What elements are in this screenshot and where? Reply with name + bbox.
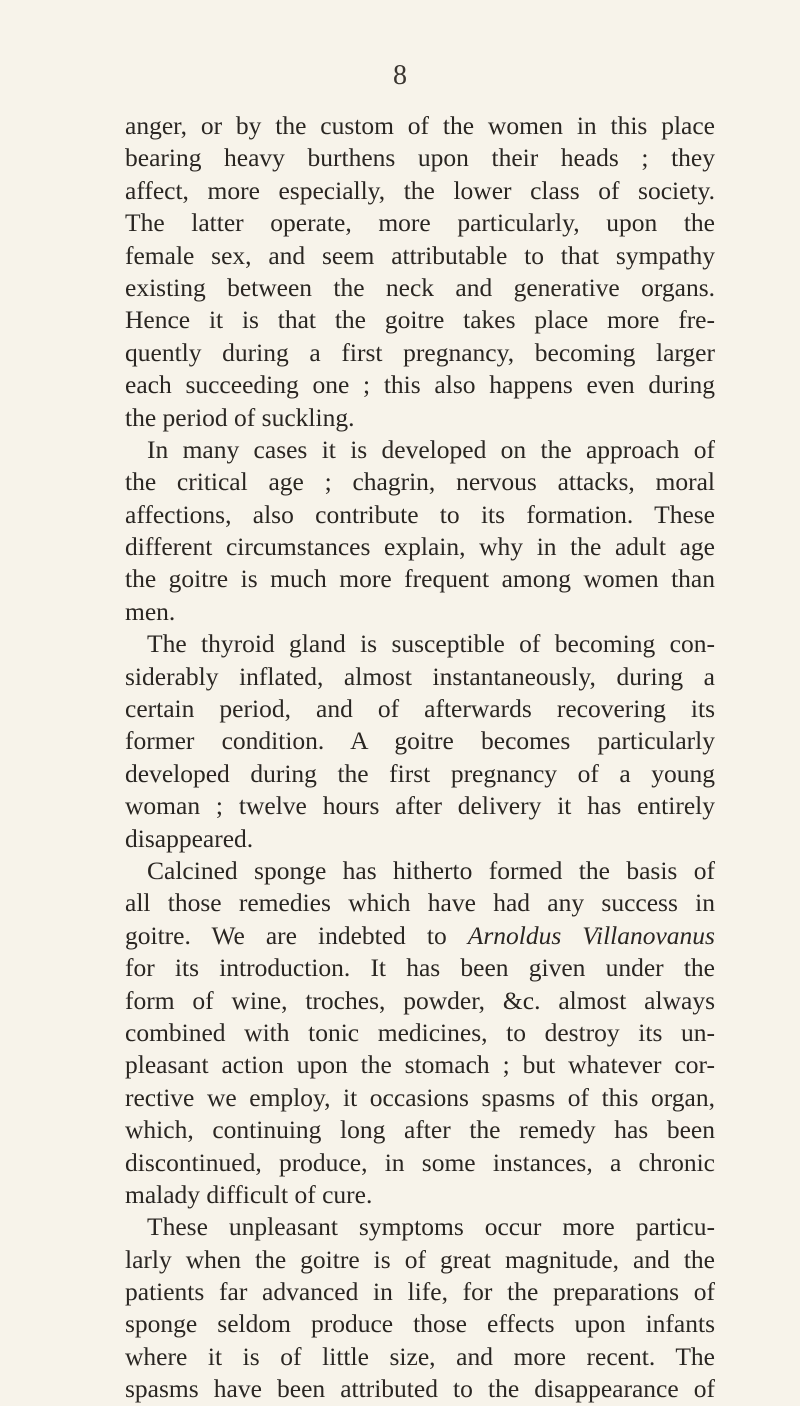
- text-line: affect, more especially, the lower class of society.: [125, 175, 715, 205]
- text-line: former condition. A goitre becomes particularly: [125, 726, 715, 756]
- italic-name: Arnoldus Villanovanus: [467, 920, 715, 950]
- text-fragment: goitre. We are indebted to: [125, 920, 447, 950]
- page-number: 8: [393, 60, 407, 91]
- text-line: rective we employ, it occasions spasms of this organ,: [125, 1082, 715, 1112]
- text-line: men.: [125, 596, 176, 626]
- text-line: developed during the first pregnancy of a young: [125, 758, 715, 788]
- text-line: sponge seldom produce those effects upon infants: [125, 1309, 715, 1339]
- text-line: spasms have been attributed to the disappearance of: [125, 1374, 715, 1404]
- text-line: form of wine, troches, powder, &c. almost always: [125, 985, 715, 1015]
- text-line: where it is of little size, and more recent. The: [125, 1341, 715, 1371]
- text-line: female sex, and seem attributable to that sympathy: [125, 240, 715, 270]
- text-line: Hence it is that the goitre takes place more fre-: [125, 305, 715, 335]
- body-text: [125, 110, 715, 1406]
- text-line: bearing heavy burthens upon their heads ; they: [125, 143, 715, 173]
- text-line: These unpleasant symptoms occur more particu-: [147, 1212, 715, 1242]
- text-line: each succeeding one ; this also happens even during: [125, 370, 715, 400]
- text-line: quently during a first pregnancy, becoming larger: [125, 337, 715, 367]
- text-line: all those remedies which have had any success in: [125, 888, 715, 918]
- text-line: existing between the neck and generative organs.: [125, 272, 715, 302]
- text-line: siderably inflated, almost instantaneously, during a: [125, 661, 715, 691]
- text-line: the goitre is much more frequent among women than: [125, 564, 715, 594]
- text-line: which, continuing long after the remedy has been: [125, 1115, 715, 1145]
- text-line: discontinued, produce, in some instances, a chronic: [125, 1147, 715, 1177]
- text-line: different circumstances explain, why in the adult age: [125, 532, 715, 562]
- text-line: the period of suckling.: [125, 402, 355, 432]
- text-line: certain period, and of afterwards recovering its: [125, 694, 715, 724]
- text-line: combined with tonic medicines, to destroy its un-: [125, 1017, 715, 1047]
- text-line: woman ; twelve hours after delivery it has entirely: [125, 791, 715, 821]
- text-line: affections, also contribute to its formation. These: [125, 499, 715, 529]
- text-line: Calcined sponge has hitherto formed the basis of: [147, 855, 715, 885]
- text-line: The thyroid gland is susceptible of becoming con-: [147, 629, 715, 659]
- text-line: anger, or by the custom of the women in this place: [125, 111, 715, 140]
- text-line: pleasant action upon the stomach ; but whatever cor-: [125, 1050, 715, 1080]
- text-line: larly when the goitre is of great magnitude, and the: [125, 1244, 715, 1274]
- text-line: The latter operate, more particularly, upon the: [125, 208, 715, 238]
- text-line: the critical age ; chagrin, nervous attacks, moral: [125, 467, 715, 497]
- text-line: disappeared.: [125, 823, 254, 853]
- text-line-with-italic: [125, 920, 715, 952]
- text-line: malady difficult of cure.: [125, 1179, 373, 1209]
- text-line: patients far advanced in life, for the preparations of: [125, 1277, 715, 1307]
- text-line: In many cases it is developed on the approach of: [147, 434, 715, 464]
- text-line: for its introduction. It has been given under the: [125, 953, 715, 983]
